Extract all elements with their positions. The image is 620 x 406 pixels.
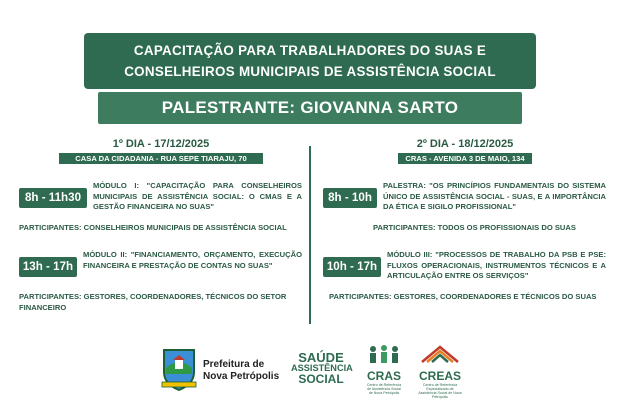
day1-module1	[19, 181, 304, 213]
day2-module2-text: MÓDULO III: "PROCESSOS DE TRABALHO DA PSB E PSE: FLUXOS OPERACIONAIS, INSTRUMENTOS TÉCNICOS E A ARTICULAÇÃO ENTRE OS SERVIÇOS"	[387, 250, 606, 281]
cras-label: CRAS	[366, 369, 401, 383]
day1-module2	[19, 250, 304, 277]
saude-line1: SAÚDE	[298, 350, 344, 365]
day1-location: CASA DA CIDADANIA - RUA SEPE TIARAJU, 70	[59, 153, 263, 164]
day2-module2-participants: PARTICIPANTES: GESTORES, COORDENADORES E TÉCNICOS DO SUAS	[329, 292, 597, 301]
day2-column	[320, 138, 610, 301]
saude-line2: ASSISTÊNCIA	[291, 363, 353, 373]
day2-module1-text: PALESTRA: "OS PRINCÍPIOS FUNDAMENTAIS DO SISTEMA ÚNICO DE ASSISTÊNCIA SOCIAL - SUAS, E A IMPORTÂNCIA DA ÉTICA E SIGILO PROFISSIONAL"	[383, 181, 606, 212]
saude-line3: SOCIAL	[298, 372, 344, 386]
column-divider	[309, 146, 311, 324]
day1-module1-time: 8h - 11h30	[19, 188, 87, 208]
day2-location: CRAS - AVENIDA 3 DE MAIO, 134	[398, 153, 532, 164]
day1-module2-time: 13h - 17h	[19, 257, 77, 277]
day1-title: 1º DIA - 17/12/2025	[112, 138, 210, 150]
cras-people-icon	[366, 344, 402, 364]
cras-subtitle: Centro de Referência de Assistência Social de Nova Petrópolis	[366, 383, 402, 395]
saude-assistencia-logo	[291, 352, 351, 385]
day2-module2	[323, 250, 608, 282]
day1-module1-text: MÓDULO I: "CAPACITAÇÃO PARA CONSELHEIROS MUNICIPAIS DE ASSISTÊNCIA SOCIAL: O CMAS E A GESTÃO FINANCEIRA NO SUAS"	[93, 181, 302, 212]
day1-module1-participants: PARTICIPANTES: CONSELHEIROS MUNICIPAIS DE ASSISTÊNCIA SOCIAL	[19, 223, 287, 232]
event-title-line2: CONSELHEIROS MUNICIPAIS DE ASSISTÊNCIA SOCIAL	[124, 64, 496, 79]
day2-module2-time: 10h - 17h	[323, 257, 381, 277]
day2-module1-participants: PARTICIPANTES: TODOS OS PROFISSIONAIS DO SUAS	[373, 223, 576, 232]
prefeitura-name	[203, 359, 279, 383]
creas-logo	[418, 344, 462, 399]
day2-title: 2º DIA - 18/12/2025	[416, 138, 514, 150]
speaker-banner: PALESTRANTE: GIOVANNA SARTO	[98, 92, 522, 124]
prefeitura-line2: Nova Petrópolis	[203, 371, 280, 382]
cras-logo	[366, 344, 402, 395]
prefeitura-crest-icon	[160, 346, 198, 392]
day1-column	[16, 138, 306, 312]
day2-module1	[323, 181, 608, 213]
creas-label: CREAS	[418, 369, 461, 383]
event-title-banner	[84, 33, 536, 89]
footer-logos	[0, 344, 620, 399]
day2-module1-time: 8h - 10h	[323, 188, 377, 208]
prefeitura-line1: Prefeitura de	[203, 359, 265, 370]
event-title-line1: CAPACITAÇÃO PARA TRABALHADORES DO SUAS E	[133, 43, 487, 58]
creas-subtitle: Centro de Referência Especializado de Assistência Social de Nova Petrópolis	[418, 383, 462, 399]
day1-module2-participants: PARTICIPANTES: GESTORES, COORDENADORES, TÉCNICOS DO SETOR FINANCEIRO	[19, 292, 287, 312]
day1-module2-text: MÓDULO II: "FINANCIAMENTO, ORÇAMENTO, EXECUÇÃO FINANCEIRA E PRESTAÇÃO DE CONTAS NO SUAS"	[83, 250, 302, 270]
creas-house-icon	[418, 344, 462, 364]
